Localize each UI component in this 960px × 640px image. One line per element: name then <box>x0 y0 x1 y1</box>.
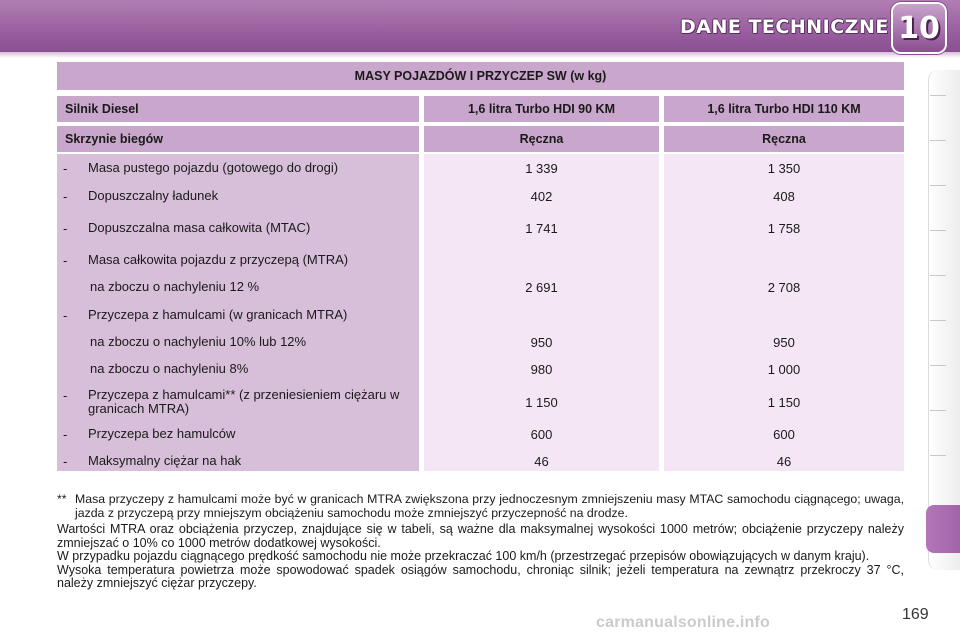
tab-divider <box>930 410 946 411</box>
table-cell: 1 339 <box>525 161 558 176</box>
table-cell: 2 708 <box>767 280 801 295</box>
table-cell: 46 <box>534 454 549 469</box>
table-cell: 402 <box>530 189 553 204</box>
gearbox-col1: Ręczna <box>424 126 659 152</box>
engine-col2: 1,6 litra Turbo HDI 110 KM <box>664 96 904 122</box>
table-cell: 600 <box>530 427 553 442</box>
table-cell: 600 <box>773 427 795 442</box>
table-cell: 1 741 <box>525 221 558 236</box>
table-cell: 1 150 <box>525 395 558 410</box>
watermark: carmanualsonline.info <box>596 614 771 631</box>
footnote-text: Masa przyczepy z hamulcami może być w granicach MTRA zwiększona przy jednoczesnym zmniejszeniu masy MTAC samochodu ciągnącego; uwaga, jazda z przyczepą przy mniejszym obciążeniu samochodu może zmniejszyć przyczepność na drodze. <box>75 492 904 520</box>
gearbox-col2: Ręczna <box>664 126 904 152</box>
table-cell: 1 350 <box>767 161 801 176</box>
notes-body <box>57 523 904 591</box>
tab-divider <box>930 320 946 321</box>
table-cell: 980 <box>530 362 553 377</box>
page-title: DANE TECHNICZNE <box>680 16 889 38</box>
table-cell: 1 758 <box>767 221 801 236</box>
table-cell: 1 000 <box>767 362 801 377</box>
note-paragraph: Wartości MTRA oraz obciążenia przyczep, znajdujące się w tabeli, są ważne dla maksymalnej wysokości 1000 metrów; obciążenie przyczepy należy zmniejszać o 10% co 1000 metrów dodatkowej wysokości. <box>57 522 904 550</box>
page-number: 169 <box>902 606 929 623</box>
table-cell: 46 <box>776 454 792 469</box>
table-cell: 950 <box>773 335 795 350</box>
tab-divider <box>930 275 946 276</box>
tab-divider <box>930 185 946 186</box>
tab-divider <box>930 95 946 96</box>
note-paragraph: Wysoka temperatura powietrza może spowodować spadek osiągów samochodu, chroniąc silnik; jeżeli temperatura na zewnątrz przekroczy 37 °C, należy zmniejszyć ciężar przyczepy. <box>57 562 904 591</box>
table-cell: 950 <box>530 335 553 350</box>
engine-col1: 1,6 litra Turbo HDI 90 KM <box>424 96 659 122</box>
table-caption: MASY POJAZDÓW I PRZYCZEP SW (w kg) <box>57 62 904 90</box>
gearbox-label: Skrzynie biegów <box>57 126 419 152</box>
tab-divider <box>930 455 946 456</box>
footnote-mark: ** <box>57 492 67 506</box>
note-paragraph: W przypadku pojazdu ciągnącego prędkość samochodu nie może przekraczać 100 km/h (przestrzegać przepisów obowiązujących w danym kraju). <box>57 549 870 564</box>
table-cell: 2 691 <box>525 280 558 295</box>
footnote <box>57 492 904 520</box>
tab-divider <box>930 140 946 141</box>
tab-divider <box>930 230 946 231</box>
table-cell: 1 150 <box>767 395 801 410</box>
engine-label: Silnik Diesel <box>57 96 419 122</box>
chapter-badge: 10 <box>893 4 945 52</box>
chapter-tab-active[interactable] <box>926 505 960 553</box>
tab-divider <box>930 365 946 366</box>
table-cell: 408 <box>773 189 795 204</box>
